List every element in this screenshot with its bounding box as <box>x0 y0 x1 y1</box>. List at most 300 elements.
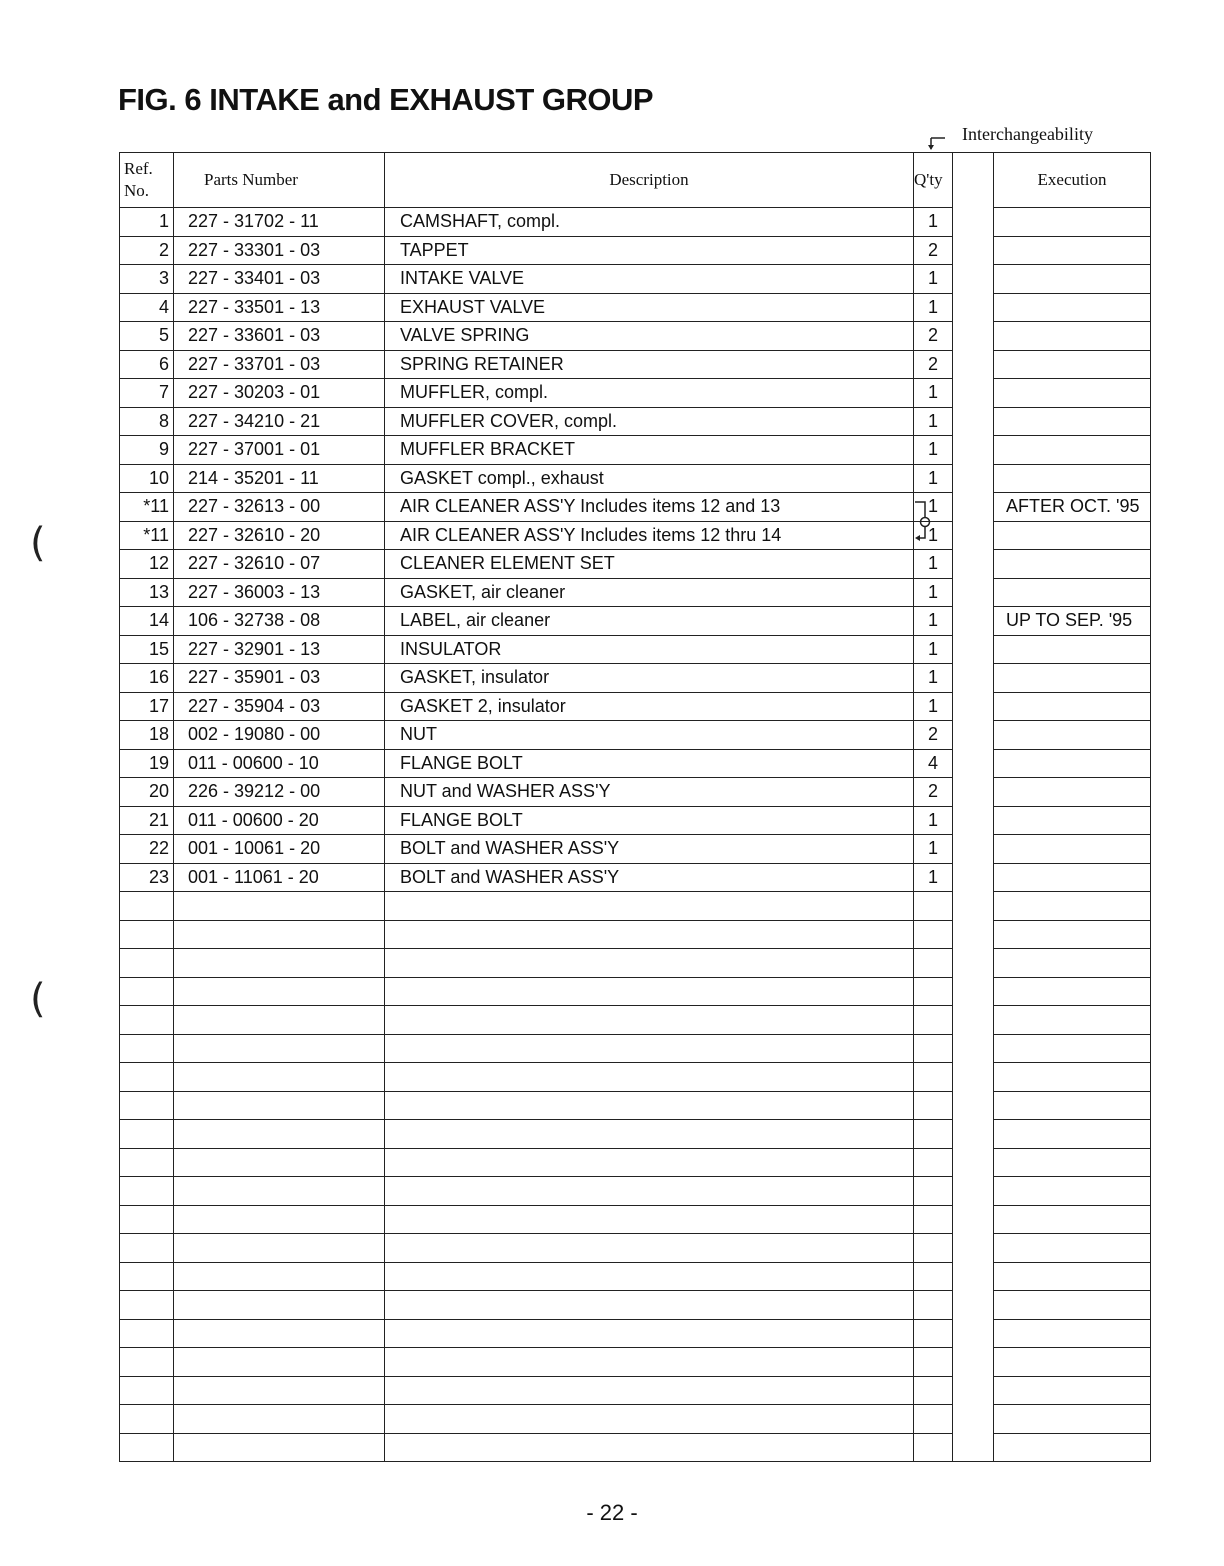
empty-table-row <box>120 1433 1151 1462</box>
cell-interchangeability <box>953 1262 994 1291</box>
cell-ref-no <box>120 949 174 978</box>
cell-parts-number <box>174 1120 385 1149</box>
cell-ref-no <box>120 977 174 1006</box>
interchangeability-label: Interchangeability <box>962 124 1093 144</box>
cell-parts-number <box>174 1433 385 1462</box>
header-description: Description <box>385 153 914 208</box>
cell-ref-no <box>120 920 174 949</box>
cell-execution <box>994 835 1151 864</box>
cell-interchangeability <box>953 521 994 550</box>
cell-parts-number <box>174 1148 385 1177</box>
cell-qty: 1 <box>914 664 953 693</box>
cell-ref-no <box>120 1177 174 1206</box>
header-ref-no <box>120 153 174 208</box>
cell-description: TAPPET <box>385 236 914 265</box>
cell-parts-number: 227 - 33301 - 03 <box>174 236 385 265</box>
cell-description: CLEANER ELEMENT SET <box>385 550 914 579</box>
cell-interchangeability <box>953 265 994 294</box>
cell-parts-number: 227 - 32610 - 20 <box>174 521 385 550</box>
table-row <box>120 293 1151 322</box>
cell-interchangeability <box>953 692 994 721</box>
cell-execution <box>994 1205 1151 1234</box>
cell-ref-no: 21 <box>120 806 174 835</box>
cell-description: FLANGE BOLT <box>385 749 914 778</box>
cell-ref-no: 18 <box>120 721 174 750</box>
cell-interchangeability <box>953 1291 994 1320</box>
cell-interchangeability <box>953 778 994 807</box>
cell-execution <box>994 1319 1151 1348</box>
cell-parts-number: 011 - 00600 - 20 <box>174 806 385 835</box>
cell-qty <box>914 949 953 978</box>
cell-parts-number: 227 - 34210 - 21 <box>174 407 385 436</box>
cell-description <box>385 1006 914 1035</box>
cell-ref-no: 20 <box>120 778 174 807</box>
empty-table-row <box>120 1405 1151 1434</box>
cell-interchangeability <box>953 578 994 607</box>
cell-qty: 1 <box>914 607 953 636</box>
cell-execution <box>994 1177 1151 1206</box>
cell-ref-no: 6 <box>120 350 174 379</box>
empty-table-row <box>120 892 1151 921</box>
cell-qty <box>914 1433 953 1462</box>
cell-qty: 1 <box>914 692 953 721</box>
cell-execution <box>994 863 1151 892</box>
empty-table-row <box>120 1091 1151 1120</box>
cell-description <box>385 892 914 921</box>
empty-table-row <box>120 1063 1151 1092</box>
header-execution: Execution <box>994 153 1151 208</box>
cell-qty: 1 <box>914 379 953 408</box>
cell-execution <box>994 1234 1151 1263</box>
cell-execution <box>994 1120 1151 1149</box>
cell-ref-no: 16 <box>120 664 174 693</box>
cell-qty: 1 <box>914 293 953 322</box>
cell-description <box>385 1319 914 1348</box>
cell-qty: 2 <box>914 350 953 379</box>
cell-description: CAMSHAFT, compl. <box>385 208 914 237</box>
cell-execution <box>994 892 1151 921</box>
cell-description: MUFFLER COVER, compl. <box>385 407 914 436</box>
cell-ref-no <box>120 1291 174 1320</box>
cell-qty <box>914 1205 953 1234</box>
cell-qty: 1 <box>914 863 953 892</box>
cell-parts-number: 214 - 35201 - 11 <box>174 464 385 493</box>
cell-ref-no <box>120 1006 174 1035</box>
header-qty: Q'ty <box>914 153 953 208</box>
table-row <box>120 493 1151 522</box>
cell-ref-no: 23 <box>120 863 174 892</box>
cell-interchangeability <box>953 350 994 379</box>
cell-description <box>385 1376 914 1405</box>
table-header-row <box>120 153 1151 208</box>
cell-interchangeability <box>953 1177 994 1206</box>
cell-description <box>385 1348 914 1377</box>
cell-execution <box>994 977 1151 1006</box>
cell-interchangeability <box>953 1376 994 1405</box>
cell-interchangeability <box>953 835 994 864</box>
empty-table-row <box>120 1120 1151 1149</box>
cell-execution <box>994 1433 1151 1462</box>
cell-qty <box>914 1376 953 1405</box>
table-row <box>120 350 1151 379</box>
cell-description <box>385 1262 914 1291</box>
cell-description: INTAKE VALVE <box>385 265 914 294</box>
cell-parts-number: 227 - 35904 - 03 <box>174 692 385 721</box>
cell-interchangeability <box>953 208 994 237</box>
cell-parts-number <box>174 1205 385 1234</box>
cell-qty <box>914 892 953 921</box>
cell-execution <box>994 436 1151 465</box>
cell-ref-no: 3 <box>120 265 174 294</box>
empty-table-row <box>120 1177 1151 1206</box>
cell-execution <box>994 208 1151 237</box>
cell-execution <box>994 692 1151 721</box>
cell-parts-number <box>174 1006 385 1035</box>
empty-table-row <box>120 1348 1151 1377</box>
cell-qty: 1 <box>914 464 953 493</box>
cell-interchangeability <box>953 1433 994 1462</box>
cell-qty: 2 <box>914 721 953 750</box>
cell-description: GASKET, insulator <box>385 664 914 693</box>
cell-description: GASKET, air cleaner <box>385 578 914 607</box>
cell-ref-no: 15 <box>120 635 174 664</box>
cell-execution <box>994 778 1151 807</box>
empty-table-row <box>120 1319 1151 1348</box>
cell-ref-no <box>120 1091 174 1120</box>
binder-hole-mark: ( <box>30 520 46 566</box>
cell-ref-no <box>120 1262 174 1291</box>
cell-interchangeability <box>953 721 994 750</box>
cell-qty <box>914 1063 953 1092</box>
header-parts-number: Parts Number <box>174 153 385 208</box>
cell-interchangeability <box>953 1034 994 1063</box>
cell-parts-number <box>174 1405 385 1434</box>
cell-ref-no: 10 <box>120 464 174 493</box>
cell-ref-no: 2 <box>120 236 174 265</box>
empty-table-row <box>120 977 1151 1006</box>
table-row <box>120 521 1151 550</box>
cell-ref-no: 1 <box>120 208 174 237</box>
table-row <box>120 778 1151 807</box>
table-row <box>120 578 1151 607</box>
empty-table-row <box>120 1205 1151 1234</box>
cell-interchangeability <box>953 550 994 579</box>
interchangeability-bracket-icon <box>913 498 937 544</box>
table-row <box>120 322 1151 351</box>
cell-description <box>385 1148 914 1177</box>
cell-interchangeability <box>953 407 994 436</box>
cell-qty: 1 <box>914 493 953 522</box>
binder-hole-mark: ( <box>30 976 46 1022</box>
interchangeability-arrow-icon <box>928 136 946 150</box>
cell-description: VALVE SPRING <box>385 322 914 351</box>
cell-parts-number <box>174 1091 385 1120</box>
cell-qty: 1 <box>914 407 953 436</box>
cell-interchangeability <box>953 1319 994 1348</box>
cell-parts-number <box>174 1063 385 1092</box>
cell-parts-number <box>174 1034 385 1063</box>
cell-description: EXHAUST VALVE <box>385 293 914 322</box>
cell-parts-number <box>174 977 385 1006</box>
cell-parts-number: 001 - 10061 - 20 <box>174 835 385 864</box>
cell-interchangeability <box>953 1348 994 1377</box>
cell-interchangeability <box>953 236 994 265</box>
cell-execution <box>994 721 1151 750</box>
table-row <box>120 208 1151 237</box>
parts-table-body <box>120 208 1151 1462</box>
table-row <box>120 863 1151 892</box>
cell-ref-no <box>120 1063 174 1092</box>
parts-table <box>119 152 1151 1462</box>
cell-ref-no <box>120 1234 174 1263</box>
cell-description <box>385 1234 914 1263</box>
cell-execution: AFTER OCT. '95 <box>994 493 1151 522</box>
empty-table-row <box>120 949 1151 978</box>
cell-qty: 1 <box>914 835 953 864</box>
cell-qty <box>914 920 953 949</box>
cell-execution <box>994 920 1151 949</box>
cell-parts-number <box>174 920 385 949</box>
table-row <box>120 835 1151 864</box>
cell-description: INSULATOR <box>385 635 914 664</box>
cell-interchangeability <box>953 322 994 351</box>
cell-ref-no <box>120 892 174 921</box>
cell-parts-number: 227 - 35901 - 03 <box>174 664 385 693</box>
cell-execution <box>994 236 1151 265</box>
cell-execution <box>994 265 1151 294</box>
cell-ref-no: 17 <box>120 692 174 721</box>
cell-qty <box>914 1006 953 1035</box>
table-row <box>120 721 1151 750</box>
cell-execution <box>994 664 1151 693</box>
cell-interchangeability <box>953 293 994 322</box>
cell-description <box>385 1405 914 1434</box>
cell-interchangeability <box>953 1120 994 1149</box>
cell-execution: UP TO SEP. '95 <box>994 607 1151 636</box>
cell-parts-number: 011 - 00600 - 10 <box>174 749 385 778</box>
empty-table-row <box>120 1234 1151 1263</box>
cell-ref-no: 4 <box>120 293 174 322</box>
cell-qty <box>914 1177 953 1206</box>
cell-description <box>385 920 914 949</box>
cell-description <box>385 1291 914 1320</box>
cell-interchangeability <box>953 977 994 1006</box>
cell-parts-number: 226 - 39212 - 00 <box>174 778 385 807</box>
cell-ref-no: 9 <box>120 436 174 465</box>
cell-parts-number: 001 - 11061 - 20 <box>174 863 385 892</box>
cell-qty: 1 <box>914 436 953 465</box>
table-row <box>120 806 1151 835</box>
table-row <box>120 607 1151 636</box>
cell-parts-number: 227 - 32610 - 07 <box>174 550 385 579</box>
cell-ref-no <box>120 1120 174 1149</box>
cell-execution <box>994 521 1151 550</box>
table-row <box>120 265 1151 294</box>
table-row <box>120 550 1151 579</box>
cell-qty <box>914 1091 953 1120</box>
table-row <box>120 464 1151 493</box>
table-row <box>120 635 1151 664</box>
cell-description: FLANGE BOLT <box>385 806 914 835</box>
cell-interchangeability <box>953 464 994 493</box>
cell-execution <box>994 1376 1151 1405</box>
table-row <box>120 436 1151 465</box>
header-ref-line2: No. <box>124 181 150 200</box>
page-title: FIG. 6 INTAKE and EXHAUST GROUP <box>118 82 654 117</box>
cell-execution <box>994 1091 1151 1120</box>
cell-interchangeability <box>953 1063 994 1092</box>
cell-qty <box>914 1405 953 1434</box>
cell-interchangeability <box>953 379 994 408</box>
cell-qty <box>914 1291 953 1320</box>
cell-execution <box>994 322 1151 351</box>
cell-qty: 1 <box>914 265 953 294</box>
cell-interchangeability <box>953 1205 994 1234</box>
empty-table-row <box>120 1291 1151 1320</box>
cell-qty: 2 <box>914 778 953 807</box>
cell-description: NUT and WASHER ASS'Y <box>385 778 914 807</box>
cell-parts-number <box>174 1291 385 1320</box>
cell-qty: 1 <box>914 208 953 237</box>
cell-execution <box>994 550 1151 579</box>
cell-qty: 1 <box>914 550 953 579</box>
cell-execution <box>994 749 1151 778</box>
cell-ref-no: *11 <box>120 493 174 522</box>
cell-description <box>385 1177 914 1206</box>
cell-description: LABEL, air cleaner <box>385 607 914 636</box>
cell-parts-number: 227 - 30203 - 01 <box>174 379 385 408</box>
cell-interchangeability <box>953 493 994 522</box>
cell-description <box>385 1120 914 1149</box>
cell-execution <box>994 1006 1151 1035</box>
cell-execution <box>994 1262 1151 1291</box>
cell-ref-no: 5 <box>120 322 174 351</box>
cell-interchangeability <box>953 1006 994 1035</box>
cell-ref-no <box>120 1433 174 1462</box>
empty-table-row <box>120 920 1151 949</box>
table-row <box>120 379 1151 408</box>
cell-parts-number: 227 - 37001 - 01 <box>174 436 385 465</box>
table-row <box>120 236 1151 265</box>
cell-description <box>385 949 914 978</box>
cell-interchangeability <box>953 749 994 778</box>
cell-execution <box>994 806 1151 835</box>
cell-parts-number: 227 - 32613 - 00 <box>174 493 385 522</box>
cell-description <box>385 1091 914 1120</box>
empty-table-row <box>120 1148 1151 1177</box>
cell-interchangeability <box>953 1405 994 1434</box>
cell-parts-number <box>174 1177 385 1206</box>
cell-qty <box>914 1034 953 1063</box>
cell-execution <box>994 1348 1151 1377</box>
cell-parts-number: 002 - 19080 - 00 <box>174 721 385 750</box>
empty-table-row <box>120 1262 1151 1291</box>
cell-ref-no: 14 <box>120 607 174 636</box>
cell-ref-no: 22 <box>120 835 174 864</box>
cell-parts-number <box>174 1234 385 1263</box>
cell-description: GASKET 2, insulator <box>385 692 914 721</box>
cell-description: SPRING RETAINER <box>385 350 914 379</box>
cell-parts-number <box>174 1376 385 1405</box>
cell-description <box>385 1205 914 1234</box>
cell-description: GASKET compl., exhaust <box>385 464 914 493</box>
cell-description: MUFFLER BRACKET <box>385 436 914 465</box>
cell-interchangeability <box>953 607 994 636</box>
cell-qty: 1 <box>914 578 953 607</box>
cell-parts-number: 227 - 36003 - 13 <box>174 578 385 607</box>
cell-description <box>385 1034 914 1063</box>
cell-qty: 2 <box>914 236 953 265</box>
cell-description: MUFFLER, compl. <box>385 379 914 408</box>
cell-parts-number <box>174 1348 385 1377</box>
header-ref-line1: Ref. <box>124 159 153 178</box>
cell-execution <box>994 635 1151 664</box>
cell-ref-no: 12 <box>120 550 174 579</box>
cell-parts-number <box>174 949 385 978</box>
cell-interchangeability <box>953 892 994 921</box>
cell-parts-number <box>174 892 385 921</box>
cell-parts-number: 106 - 32738 - 08 <box>174 607 385 636</box>
cell-ref-no: 19 <box>120 749 174 778</box>
cell-qty <box>914 1319 953 1348</box>
cell-qty: 1 <box>914 521 953 550</box>
cell-interchangeability <box>953 806 994 835</box>
page-number: - 22 - <box>586 1500 638 1525</box>
cell-description: NUT <box>385 721 914 750</box>
cell-execution <box>994 1291 1151 1320</box>
cell-ref-no <box>120 1405 174 1434</box>
cell-execution <box>994 407 1151 436</box>
cell-parts-number: 227 - 33401 - 03 <box>174 265 385 294</box>
cell-parts-number: 227 - 32901 - 13 <box>174 635 385 664</box>
cell-description <box>385 1063 914 1092</box>
cell-ref-no <box>120 1148 174 1177</box>
cell-qty <box>914 1120 953 1149</box>
cell-qty: 1 <box>914 635 953 664</box>
cell-ref-no: 13 <box>120 578 174 607</box>
cell-qty <box>914 1148 953 1177</box>
cell-ref-no <box>120 1319 174 1348</box>
empty-table-row <box>120 1376 1151 1405</box>
table-row <box>120 407 1151 436</box>
cell-ref-no: 8 <box>120 407 174 436</box>
cell-parts-number: 227 - 33701 - 03 <box>174 350 385 379</box>
cell-execution <box>994 464 1151 493</box>
cell-interchangeability <box>953 949 994 978</box>
table-row <box>120 692 1151 721</box>
header-interchangeability <box>953 153 994 208</box>
cell-ref-no <box>120 1034 174 1063</box>
cell-description: AIR CLEANER ASS'Y Includes items 12 thru 14 <box>385 521 914 550</box>
cell-execution <box>994 1063 1151 1092</box>
cell-interchangeability <box>953 920 994 949</box>
cell-execution <box>994 1034 1151 1063</box>
cell-ref-no <box>120 1205 174 1234</box>
cell-parts-number <box>174 1319 385 1348</box>
cell-ref-no: *11 <box>120 521 174 550</box>
cell-parts-number: 227 - 33501 - 13 <box>174 293 385 322</box>
cell-interchangeability <box>953 664 994 693</box>
cell-interchangeability <box>953 863 994 892</box>
cell-execution <box>994 578 1151 607</box>
cell-parts-number <box>174 1262 385 1291</box>
cell-description <box>385 977 914 1006</box>
cell-qty: 2 <box>914 322 953 351</box>
table-row <box>120 664 1151 693</box>
cell-description: AIR CLEANER ASS'Y Includes items 12 and 13 <box>385 493 914 522</box>
cell-description <box>385 1433 914 1462</box>
cell-execution <box>994 293 1151 322</box>
